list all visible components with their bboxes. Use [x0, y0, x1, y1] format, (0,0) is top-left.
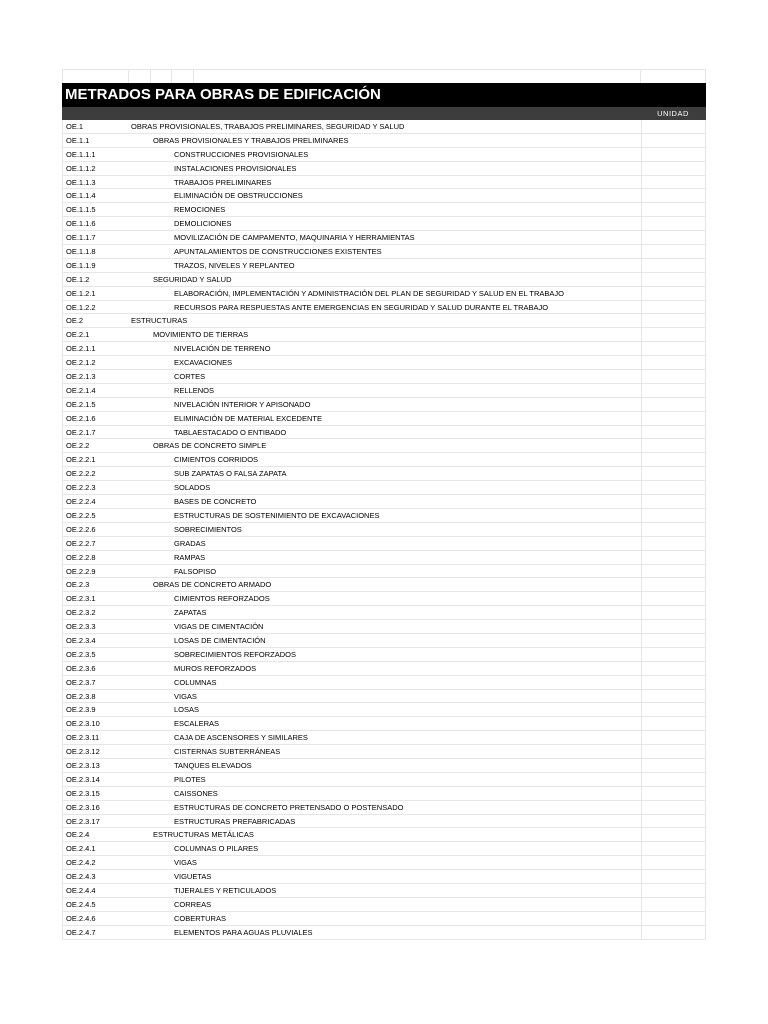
item-description: TANQUES ELEVADOS	[174, 760, 252, 770]
unit-cell[interactable]	[641, 439, 642, 452]
table-row[interactable]	[63, 926, 705, 940]
unit-cell[interactable]	[641, 384, 642, 397]
item-description: DEMOLICIONES	[174, 219, 232, 229]
table-row[interactable]	[63, 412, 705, 426]
item-description: VIGAS	[174, 691, 197, 701]
item-code: OE.2.3.7	[66, 677, 96, 687]
item-description: OBRAS DE CONCRETO SIMPLE	[153, 441, 267, 451]
table-row[interactable]	[63, 731, 705, 745]
item-code: OE.2.1.5	[66, 399, 96, 409]
table-row[interactable]	[63, 301, 705, 315]
unit-cell[interactable]	[641, 162, 642, 175]
item-description: SOLADOS	[174, 483, 211, 493]
table-row[interactable]	[63, 801, 705, 815]
item-code: OE.1.1.7	[66, 233, 96, 243]
item-description: TRAZOS, NIVELES Y REPLANTEO	[174, 260, 295, 270]
item-code: OE.1.1.3	[66, 177, 96, 187]
item-code: OE.2.3.6	[66, 663, 96, 673]
unit-cell[interactable]	[641, 648, 642, 661]
table-row[interactable]	[63, 481, 705, 495]
unit-cell[interactable]	[641, 259, 642, 272]
item-description: OBRAS PROVISIONALES Y TRABAJOS PRELIMINARES	[153, 135, 349, 145]
unit-cell[interactable]	[641, 690, 642, 703]
item-code: OE.1.1.4	[66, 191, 96, 201]
item-description: LOSAS	[174, 705, 200, 715]
table-row[interactable]	[63, 314, 705, 328]
item-code: OE.2.1.3	[66, 372, 96, 382]
table-row[interactable]	[63, 551, 705, 565]
unit-cell[interactable]	[641, 926, 642, 939]
table-row[interactable]	[63, 328, 705, 342]
unit-cell[interactable]	[641, 592, 642, 605]
item-description: TIJERALES Y RETICULADOS	[174, 885, 277, 895]
item-description: CIMIENTOS CORRIDOS	[174, 455, 259, 465]
item-code: OE.2.3.16	[66, 802, 100, 812]
table-row[interactable]	[63, 245, 705, 259]
unit-cell[interactable]	[641, 842, 642, 855]
table-row[interactable]	[63, 439, 705, 453]
item-code: OE.2.1.6	[66, 413, 96, 423]
item-code: OE.2.3.11	[66, 733, 100, 743]
item-code: OE.1.2.1	[66, 288, 96, 298]
table-row[interactable]	[63, 912, 705, 926]
item-description: SEGURIDAD Y SALUD	[153, 274, 232, 284]
unit-cell[interactable]	[641, 912, 642, 925]
item-description: COLUMNAS	[174, 677, 217, 687]
item-code: OE.2.3.17	[66, 816, 100, 826]
item-code: OE.2.3.13	[66, 760, 100, 770]
item-code: OE.2.3.15	[66, 788, 100, 798]
table-row[interactable]	[63, 662, 705, 676]
table-row[interactable]	[63, 203, 705, 217]
table-row[interactable]	[63, 453, 705, 467]
item-code: OE.2.4.3	[66, 872, 96, 882]
table-row[interactable]	[63, 842, 705, 856]
unit-cell[interactable]	[641, 134, 642, 147]
item-description: ELABORACIÓN, IMPLEMENTACIÓN Y ADMINISTRACIÓN DEL PLAN DE SEGURIDAD Y SALUD EN EL TRABAJO	[174, 288, 564, 298]
item-code: OE.2.3.5	[66, 649, 96, 659]
item-description: CAISSONES	[174, 788, 218, 798]
table-row[interactable]	[63, 870, 705, 884]
item-code: OE.2.2.3	[66, 483, 96, 493]
unit-cell[interactable]	[641, 426, 642, 439]
unit-cell[interactable]	[641, 328, 642, 341]
unit-cell[interactable]	[641, 745, 642, 758]
item-code: OE.2.3.2	[66, 608, 96, 618]
unit-cell[interactable]	[641, 356, 642, 369]
item-description: RELLENOS	[174, 385, 215, 395]
item-code: OE.2.3.14	[66, 774, 100, 784]
item-code: OE.2.1	[66, 330, 90, 340]
spreadsheet	[62, 69, 706, 940]
table-row[interactable]	[63, 134, 705, 148]
table-row[interactable]	[63, 356, 705, 370]
item-code: OE.1.1.1	[66, 149, 96, 159]
unit-column-header: UNIDAD	[657, 109, 689, 118]
item-code: OE.2.4.4	[66, 885, 96, 895]
table-row[interactable]	[63, 856, 705, 870]
item-code: OE.1	[66, 122, 84, 131]
item-description: SOBRECIMIENTOS	[174, 524, 242, 534]
item-description: BASES DE CONCRETO	[174, 497, 257, 507]
item-description: ESTRUCTURAS DE CONCRETO PRETENSADO O POSTENSADO	[174, 802, 404, 812]
item-description: CONSTRUCCIONES PROVISIONALES	[174, 149, 309, 159]
unit-cell[interactable]	[641, 676, 642, 689]
item-description: CORREAS	[174, 899, 212, 909]
item-code: OE.2.2.5	[66, 510, 96, 520]
item-code: OE.2.4.6	[66, 913, 96, 923]
item-code: OE.2.2.8	[66, 552, 96, 562]
unit-cell[interactable]	[641, 314, 642, 327]
unit-cell[interactable]	[641, 231, 642, 244]
table-row[interactable]	[63, 578, 705, 592]
item-code: OE.2.1.1	[66, 344, 96, 354]
unit-cell[interactable]	[641, 509, 642, 522]
item-description: MUROS REFORZADOS	[174, 663, 257, 673]
item-code: OE.2.1.7	[66, 427, 96, 437]
item-list	[62, 120, 706, 940]
item-description: RECURSOS PARA RESPUESTAS ANTE EMERGENCIAS EN SEGURIDAD Y SALUD DURANTE EL TRABAJO	[174, 302, 549, 312]
table-row[interactable]	[63, 690, 705, 704]
item-description: OBRAS DE CONCRETO ARMADO	[153, 580, 272, 590]
unit-cell[interactable]	[641, 342, 642, 355]
table-row[interactable]	[63, 148, 705, 162]
item-code: OE.2.1.4	[66, 385, 96, 395]
item-description: ESTRUCTURAS METÁLICAS	[153, 830, 254, 840]
item-code: OE.2.3.4	[66, 635, 96, 645]
unit-cell[interactable]	[641, 287, 642, 300]
item-code: OE.2.4.5	[66, 899, 96, 909]
empty-header-row	[62, 69, 706, 83]
item-description: ESTRUCTURAS PREFABRICADAS	[174, 816, 296, 826]
item-description: CAJA DE ASCENSORES Y SIMILARES	[174, 733, 308, 743]
item-description: FALSOPISO	[174, 566, 217, 576]
table-row[interactable]	[63, 648, 705, 662]
table-row[interactable]	[63, 703, 705, 717]
unit-cell[interactable]	[641, 301, 642, 314]
table-row[interactable]	[63, 523, 705, 537]
table-row[interactable]	[63, 231, 705, 245]
table-row[interactable]	[63, 273, 705, 287]
table-row[interactable]	[63, 717, 705, 731]
item-code: OE.2.2	[66, 441, 90, 451]
item-code: OE.2.4.2	[66, 858, 96, 868]
table-row[interactable]	[63, 787, 705, 801]
item-description: ELEMENTOS PARA AGUAS PLUVIALES	[174, 927, 313, 937]
unit-cell[interactable]	[641, 189, 642, 202]
item-description: EXCAVACIONES	[174, 358, 233, 368]
item-description: LOSAS DE CIMENTACIÓN	[174, 635, 266, 645]
unit-cell[interactable]	[641, 606, 642, 619]
table-row[interactable]	[63, 606, 705, 620]
unit-cell[interactable]	[641, 495, 642, 508]
item-description: MOVILIZACIÓN DE CAMPAMENTO, MAQUINARIA Y HERRAMIENTAS	[174, 233, 415, 243]
item-code: OE.1.1.2	[66, 163, 96, 173]
unit-cell[interactable]	[641, 412, 642, 425]
unit-cell[interactable]	[641, 731, 642, 744]
item-code: OE.2.4.7	[66, 927, 96, 937]
unit-cell[interactable]	[641, 828, 642, 841]
item-code: OE.2.2.1	[66, 455, 96, 465]
item-code: OE.2.4	[66, 830, 90, 840]
item-code: OE.1.1.6	[66, 219, 96, 229]
unit-cell[interactable]	[641, 453, 642, 466]
item-description: ESTRUCTURAS DE SOSTENIMIENTO DE EXCAVACIONES	[174, 510, 380, 520]
item-description: ESCALERAS	[174, 719, 220, 729]
item-description: CISTERNAS SUBTERRÁNEAS	[174, 747, 281, 757]
unit-cell[interactable]	[641, 551, 642, 564]
item-code: OE.1.2.2	[66, 302, 96, 312]
unit-cell[interactable]	[641, 717, 642, 730]
item-description: COLUMNAS O PILARES	[174, 844, 259, 854]
item-code: OE.2.2.4	[66, 497, 96, 507]
item-description: CORTES	[174, 372, 206, 382]
table-row[interactable]	[63, 467, 705, 481]
item-code: OE.2.1.2	[66, 358, 96, 368]
unit-cell[interactable]	[641, 801, 642, 814]
table-row[interactable]	[63, 592, 705, 606]
unit-cell[interactable]	[641, 870, 642, 883]
unit-cell[interactable]	[641, 884, 642, 897]
unit-cell[interactable]	[641, 481, 642, 494]
item-code: OE.1.2	[66, 274, 90, 284]
table-row[interactable]	[63, 565, 705, 579]
unit-cell[interactable]	[641, 176, 642, 189]
item-description: VIGAS DE CIMENTACIÓN	[174, 622, 264, 632]
item-code: OE.2.3.1	[66, 594, 96, 604]
item-description: ELIMINACIÓN DE OBSTRUCCIONES	[174, 191, 303, 201]
item-description: VIGUETAS	[174, 872, 212, 882]
table-row[interactable]	[63, 287, 705, 301]
table-row[interactable]	[63, 189, 705, 203]
item-code: OE.1.1.9	[66, 260, 96, 270]
item-code: OE.1.1	[66, 135, 90, 145]
item-description: PILOTES	[174, 774, 206, 784]
table-row[interactable]	[63, 495, 705, 509]
item-description: VIGAS	[174, 858, 197, 868]
item-description: GRADAS	[174, 538, 206, 548]
table-row[interactable]	[63, 620, 705, 634]
table-row[interactable]	[63, 884, 705, 898]
item-description: ZAPATAS	[174, 608, 207, 618]
unit-cell[interactable]	[641, 273, 642, 286]
table-row[interactable]	[63, 120, 705, 134]
item-code: OE.2.2.7	[66, 538, 96, 548]
item-code: OE.2	[66, 316, 84, 326]
unit-cell[interactable]	[641, 217, 642, 230]
table-row[interactable]	[63, 176, 705, 190]
table-row[interactable]	[63, 898, 705, 912]
table-row[interactable]	[63, 815, 705, 829]
item-code: OE.2.4.1	[66, 844, 96, 854]
table-row[interactable]	[63, 745, 705, 759]
item-code: OE.2.2.9	[66, 566, 96, 576]
unit-cell[interactable]	[641, 620, 642, 633]
unit-cell[interactable]	[641, 662, 642, 675]
unit-cell[interactable]	[641, 634, 642, 647]
table-row[interactable]	[63, 384, 705, 398]
item-description: RAMPAS	[174, 552, 206, 562]
item-description: APUNTALAMIENTOS DE CONSTRUCCIONES EXISTENTES	[174, 247, 382, 257]
unit-cell[interactable]	[641, 398, 642, 411]
unit-cell[interactable]	[641, 537, 642, 550]
item-description: SUB ZAPATAS O FALSA ZAPATA	[174, 469, 287, 479]
item-code: OE.2.3.3	[66, 622, 96, 632]
item-description: NIVELACIÓN DE TERRENO	[174, 344, 271, 354]
table-row[interactable]	[63, 634, 705, 648]
item-description: COBERTURAS	[174, 913, 226, 923]
table-row[interactable]	[63, 828, 705, 842]
unit-cell[interactable]	[641, 898, 642, 911]
table-row[interactable]	[63, 426, 705, 440]
sheet-title: METRADOS PARA OBRAS DE EDIFICACIÓN	[62, 83, 706, 107]
table-row[interactable]	[63, 398, 705, 412]
item-description: TRABAJOS PRELIMINARES	[174, 177, 272, 187]
item-code: OE.2.3.10	[66, 719, 100, 729]
table-row[interactable]	[63, 509, 705, 523]
table-row[interactable]	[63, 259, 705, 273]
item-code: OE.2.2.2	[66, 469, 96, 479]
table-row[interactable]	[63, 342, 705, 356]
unit-cell[interactable]	[641, 815, 642, 828]
item-code: OE.2.3	[66, 580, 90, 590]
table-row[interactable]	[63, 537, 705, 551]
item-description: NIVELACIÓN INTERIOR Y APISONADO	[174, 399, 311, 409]
unit-cell[interactable]	[641, 773, 642, 786]
unit-cell[interactable]	[641, 565, 642, 578]
item-code: OE.2.2.6	[66, 524, 96, 534]
item-description: TABLAESTACADO O ENTIBADO	[174, 427, 287, 437]
item-description: INSTALACIONES PROVISIONALES	[174, 163, 297, 173]
item-description: ESTRUCTURAS	[131, 316, 188, 326]
item-description: SOBRECIMIENTOS REFORZADOS	[174, 649, 296, 659]
unit-cell[interactable]	[641, 370, 642, 383]
unit-cell[interactable]	[641, 203, 642, 216]
item-description: OBRAS PROVISIONALES, TRABAJOS PRELIMINARES, SEGURIDAD Y SALUD	[131, 122, 405, 131]
unit-cell[interactable]	[641, 703, 642, 716]
item-description: REMOCIONES	[174, 205, 226, 215]
unit-cell[interactable]	[641, 120, 642, 133]
unit-cell[interactable]	[641, 148, 642, 161]
item-code: OE.2.3.8	[66, 691, 96, 701]
item-code: OE.2.3.9	[66, 705, 96, 715]
item-description: ELIMINACIÓN DE MATERIAL EXCEDENTE	[174, 413, 322, 423]
unit-cell[interactable]	[641, 759, 642, 772]
item-description: CIMIENTOS REFORZADOS	[174, 594, 270, 604]
unit-cell[interactable]	[641, 856, 642, 869]
unit-cell[interactable]	[641, 523, 642, 536]
table-row[interactable]	[63, 162, 705, 176]
column-header-bar	[62, 107, 706, 120]
item-code: OE.1.1.8	[66, 247, 96, 257]
table-row[interactable]	[63, 370, 705, 384]
table-row[interactable]	[63, 759, 705, 773]
item-description: MOVIMIENTO DE TIERRAS	[153, 330, 249, 340]
item-code: OE.2.3.12	[66, 747, 100, 757]
table-row[interactable]	[63, 676, 705, 690]
unit-cell[interactable]	[641, 578, 642, 591]
unit-cell[interactable]	[641, 245, 642, 258]
unit-cell[interactable]	[641, 467, 642, 480]
table-row[interactable]	[63, 217, 705, 231]
table-row[interactable]	[63, 773, 705, 787]
unit-cell[interactable]	[641, 787, 642, 800]
item-code: OE.1.1.5	[66, 205, 96, 215]
